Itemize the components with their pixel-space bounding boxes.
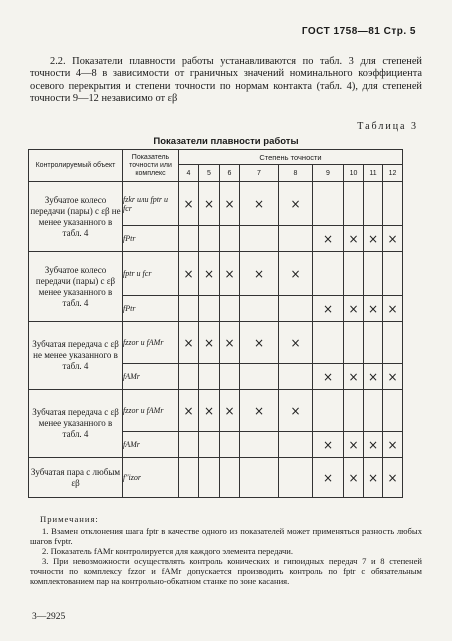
mark-cell-x: × (199, 322, 220, 364)
mark-cell-x: × (220, 390, 240, 432)
mark-cell-x: × (383, 458, 403, 498)
object-cell: Зубчатое колесо передачи (пары) с εβ не менее указанного в табл. 4 (29, 182, 123, 252)
mark-cell-empty (240, 458, 279, 498)
mark-cell-x: × (383, 226, 403, 252)
notes-title: Примечания: (40, 514, 99, 524)
mark-cell-empty (179, 296, 199, 322)
mark-cell-x: × (279, 322, 313, 364)
mark-cell-empty (279, 458, 313, 498)
table-title: Показатели плавности работы (153, 136, 299, 147)
mark-cell-x: × (313, 432, 344, 458)
mark-cell-empty (179, 364, 199, 390)
mark-cell-x: × (364, 458, 383, 498)
mark-cell-x: × (383, 364, 403, 390)
mark-cell-x: × (179, 182, 199, 226)
mark-cell-x: × (364, 296, 383, 322)
indicator-cell: fAMr (123, 364, 179, 390)
mark-cell-x: × (199, 390, 220, 432)
mark-cell-empty (313, 252, 344, 296)
mark-cell-empty (344, 182, 364, 226)
col-header-object: Контролируемый объект (29, 150, 123, 182)
mark-cell-empty (199, 226, 220, 252)
mark-cell-empty (240, 296, 279, 322)
col-header-indicator: Показатель точности или комплекс (123, 150, 179, 182)
mark-cell-x: × (240, 390, 279, 432)
mark-cell-empty (313, 182, 344, 226)
object-cell: Зубчатая передача с εβ не менее указанного в табл. 4 (29, 322, 123, 390)
mark-cell-x: × (240, 322, 279, 364)
mark-cell-empty (344, 252, 364, 296)
mark-cell-x: × (383, 432, 403, 458)
table-row (29, 252, 403, 296)
table-row (29, 458, 403, 498)
object-cell: Зубчатая пара с любым εβ (29, 458, 123, 498)
indicator-cell: f″izor (123, 458, 179, 498)
mark-cell-x: × (179, 390, 199, 432)
table-body (29, 182, 403, 498)
indicator-cell: fzzor и fAMr (123, 322, 179, 364)
mark-cell-x: × (240, 252, 279, 296)
mark-cell-x: × (344, 296, 364, 322)
mark-cell-x: × (220, 252, 240, 296)
indicator-cell: fzkr или fptr и fcr (123, 182, 179, 226)
mark-cell-x: × (199, 182, 220, 226)
mark-cell-x: × (313, 458, 344, 498)
page-footer: 3—2925 (32, 612, 66, 622)
note-item: 1. Взамен отклонения шага fptr в качестве одного из показателей может применяться разность любых шагов fvptr. (30, 526, 422, 546)
precision-table (28, 149, 403, 498)
object-cell: Зубчатая передача с εβ менее указанного в табл. 4 (29, 390, 123, 458)
table-row (29, 322, 403, 364)
mark-cell-empty (240, 226, 279, 252)
mark-cell-empty (220, 432, 240, 458)
mark-cell-empty (179, 458, 199, 498)
notes-section (30, 514, 422, 586)
mark-cell-empty (344, 390, 364, 432)
mark-cell-empty (199, 458, 220, 498)
mark-cell-x: × (364, 364, 383, 390)
degree-header: 7 (240, 165, 279, 182)
col-header-degree: Степень точности (179, 150, 403, 165)
mark-cell-empty (364, 390, 383, 432)
mark-cell-empty (313, 322, 344, 364)
mark-cell-empty (383, 322, 403, 364)
table-label: Таблица 3 (357, 121, 418, 132)
mark-cell-empty (179, 226, 199, 252)
mark-cell-x: × (344, 432, 364, 458)
mark-cell-x: × (179, 322, 199, 364)
mark-cell-empty (279, 226, 313, 252)
table-row (29, 390, 403, 432)
intro-paragraph (30, 56, 422, 106)
indicator-cell: fPtr (123, 226, 179, 252)
mark-cell-x: × (179, 252, 199, 296)
mark-cell-x: × (240, 182, 279, 226)
mark-cell-empty (364, 182, 383, 226)
mark-cell-empty (199, 432, 220, 458)
note-item: 2. Показатель fAMr контролируется для каждого элемента передачи. (42, 546, 294, 556)
mark-cell-empty (383, 182, 403, 226)
mark-cell-x: × (313, 364, 344, 390)
mark-cell-x: × (279, 182, 313, 226)
degree-header: 9 (313, 165, 344, 182)
mark-cell-empty (279, 432, 313, 458)
page-header: ГОСТ 1758—81 Стр. 5 (301, 26, 416, 37)
mark-cell-empty (383, 252, 403, 296)
mark-cell-x: × (364, 432, 383, 458)
table-row (29, 182, 403, 226)
mark-cell-x: × (364, 226, 383, 252)
indicator-cell: fAMr (123, 432, 179, 458)
mark-cell-empty (383, 390, 403, 432)
mark-cell-x: × (220, 182, 240, 226)
mark-cell-x: × (383, 296, 403, 322)
mark-cell-empty (199, 296, 220, 322)
degree-header: 11 (364, 165, 383, 182)
mark-cell-x: × (313, 226, 344, 252)
degree-header: 12 (383, 165, 403, 182)
mark-cell-empty (279, 296, 313, 322)
mark-cell-x: × (279, 390, 313, 432)
mark-cell-empty (279, 364, 313, 390)
mark-cell-empty (220, 364, 240, 390)
indicator-cell: fPtr (123, 296, 179, 322)
mark-cell-x: × (279, 252, 313, 296)
mark-cell-x: × (344, 458, 364, 498)
mark-cell-empty (220, 458, 240, 498)
intro-text: 2.2. Показатели плавности работы устанавливаются по табл. 3 для степеней точности 4—8 в зависимости от граничных значений номинального коэффициента осевого перекрытия и степени точности по нормам контакта (табл. 4), для степеней точности 9—12 независимо от εβ (30, 56, 422, 105)
mark-cell-x: × (199, 252, 220, 296)
mark-cell-empty (220, 296, 240, 322)
mark-cell-empty (240, 364, 279, 390)
mark-cell-empty (179, 432, 199, 458)
degree-header: 8 (279, 165, 313, 182)
degree-header: 4 (179, 165, 199, 182)
mark-cell-empty (220, 226, 240, 252)
object-cell: Зубчатое колесо передачи (пары) с εβ менее указанного в табл. 4 (29, 252, 123, 322)
mark-cell-x: × (344, 364, 364, 390)
degree-header: 10 (344, 165, 364, 182)
mark-cell-empty (199, 364, 220, 390)
mark-cell-x: × (220, 322, 240, 364)
mark-cell-empty (364, 322, 383, 364)
degree-header: 6 (220, 165, 240, 182)
mark-cell-empty (344, 322, 364, 364)
mark-cell-empty (313, 390, 344, 432)
degree-header: 5 (199, 165, 220, 182)
mark-cell-x: × (344, 226, 364, 252)
mark-cell-x: × (313, 296, 344, 322)
indicator-cell: fzzor и fAMr (123, 390, 179, 432)
note-item: 3. При невозможности осуществлять контроль конических и гипоидных передач 7 и 8 степеней точности по комплексу fzzor и fAMr допускается производить контроль по fptr с обязательным комплектованием пар на контрольно-обкатном станке по зоне касания. (30, 556, 422, 586)
indicator-cell: fptr и fcr (123, 252, 179, 296)
mark-cell-empty (364, 252, 383, 296)
mark-cell-empty (240, 432, 279, 458)
